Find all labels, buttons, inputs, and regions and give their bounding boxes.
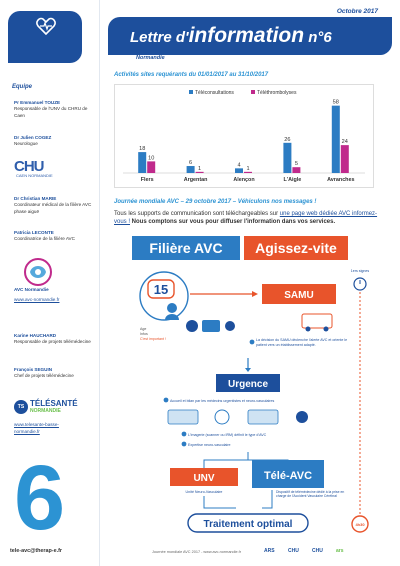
regulation-text: La décision du SAMU déclenche l'alerte AVC et oriente le patient vers un établissement adapté. <box>256 338 348 347</box>
person-role: Responsable de l'UNV du CHRU de Caen <box>14 106 88 118</box>
samu-label: SAMU <box>284 290 314 301</box>
bar <box>332 106 340 173</box>
irm-icon <box>248 410 278 424</box>
chu-logo-sub: CAEN NORMANDIE <box>16 173 53 178</box>
age-line-0: Age <box>140 327 147 331</box>
neurologist-icon <box>296 411 308 423</box>
person-name: Dr Julien COGEZ <box>14 135 52 140</box>
telesante-text: TÉLÉSANTÉ <box>30 399 78 408</box>
person-role: Chef de projets télémédecine <box>14 373 74 379</box>
teleavc-note: Dispositif de télémédecine dédié à la prise en charge de l'Accident Vasculaire Cérébral <box>276 490 345 499</box>
legend-label: Téléthrombolyses <box>257 90 297 96</box>
telesante-link-line1[interactable]: www.telesante-basse- <box>14 422 59 427</box>
bar-value-label: 6 <box>189 160 193 167</box>
arrow-down-icon <box>245 368 251 372</box>
person-marie <box>14 196 94 215</box>
telesante-link-line2[interactable]: normandie.fr <box>14 428 40 434</box>
person-touze <box>14 100 94 119</box>
category-label: Flers <box>140 177 154 183</box>
chu-caen-logo <box>14 158 64 178</box>
region-label: Normandie <box>136 55 165 61</box>
person-seguin <box>14 367 94 380</box>
bar-value-label: 5 <box>294 161 298 168</box>
time-label: 4h30 <box>355 522 365 527</box>
age-line-1: Infos <box>140 332 148 336</box>
person-role: Coordinatrice de la filière AVC <box>14 236 75 242</box>
merge-left <box>204 496 236 508</box>
title-main: information <box>188 24 305 47</box>
legend-swatch <box>189 90 193 94</box>
expertise-note: Expertise neuro-vasculaire <box>188 443 231 447</box>
activity-chart-svg <box>115 85 373 187</box>
avc-normandie-link[interactable]: www.avc-normandie.fr <box>14 297 60 302</box>
person-role: Coordinateur médical de la filière AVC phase aiguë <box>14 202 92 214</box>
legend-label: Téléconsultations <box>195 90 234 96</box>
person-name: Patricia LECONTE <box>14 230 54 235</box>
teleavc-label: Télé-AVC <box>263 470 313 482</box>
step-bullet-icon <box>182 442 187 447</box>
step-bullet-icon <box>164 398 169 403</box>
bar <box>244 172 252 173</box>
person-role: Responsable de projets télémédecine <box>14 339 91 345</box>
branch-left <box>204 452 248 468</box>
first-signs-label: 1ers signes <box>350 269 370 273</box>
footer-logo-ars-2: ars <box>336 548 344 554</box>
person-role: Neurologue <box>14 141 38 147</box>
bar-value-label: 26 <box>284 136 291 143</box>
computer-icon <box>202 320 220 332</box>
legend-swatch <box>251 90 255 94</box>
person-cogez <box>14 135 94 148</box>
tele-avc-logo <box>8 11 82 63</box>
scanner-icon <box>168 410 198 424</box>
chu-logo-text: CHU <box>14 158 44 175</box>
bar <box>341 145 349 173</box>
sidebar <box>0 0 100 566</box>
urgence-note: Accueil et bilan par les médecins urgentistes et neuro-vasculaires <box>170 399 275 403</box>
contact-email[interactable]: tele-avc@therap-e.fr <box>10 548 62 554</box>
unv-note: Unité Neuro-Vasculaire <box>185 490 223 494</box>
title-banner <box>108 17 392 55</box>
team-heading: Equipe <box>12 84 33 90</box>
person-name: Dr Christian MARIE <box>14 196 57 201</box>
ambulance-wheel <box>306 327 311 332</box>
filiere-avc-infographic <box>112 234 384 550</box>
footer-logo-ars: ARS <box>264 548 275 554</box>
news-title: Journée mondiale AVC – 29 octobre 2017 – Véhiculons nos messages ! <box>114 199 317 205</box>
news-bold-text: Nous comptons sur vous pour diffuser l'information dans vos services. <box>130 218 336 225</box>
infographic-svg <box>112 234 384 550</box>
heart-icon <box>36 17 56 35</box>
avc-normandie-logo <box>20 256 56 288</box>
person-leconte <box>14 230 98 243</box>
urgence-label: Urgence <box>227 379 269 390</box>
footer-logo-chu-1: CHU <box>288 548 299 554</box>
bar <box>187 166 195 173</box>
step-bullet-icon <box>182 432 187 437</box>
activity-chart <box>114 84 374 188</box>
footer-logo-chu-2: CHU <box>312 548 323 554</box>
bar <box>147 161 155 173</box>
chart-section-title: Activités sites requérants du 01/01/2017 au 31/10/2017 <box>114 72 269 78</box>
bar <box>196 172 204 173</box>
regulation-text-box <box>256 338 356 358</box>
teleavc-note-box <box>276 490 348 512</box>
footer-text: Journée mondiale AVC 2017 - www.avc-normandie.fr <box>152 550 241 554</box>
traitement-label: Traitement optimal <box>203 519 293 530</box>
age-line-2: C'est important ! <box>140 337 167 341</box>
bar-value-label: 1 <box>246 165 250 172</box>
bar <box>292 167 300 173</box>
page-title <box>130 24 332 48</box>
bar-value-label: 1 <box>198 165 202 172</box>
issue-date: Octobre 2017 <box>336 8 378 15</box>
telesante-logo <box>14 398 78 420</box>
ambulance-wheel <box>324 327 329 332</box>
telesante-link[interactable] <box>14 422 59 435</box>
bar-value-label: 10 <box>148 155 155 162</box>
bar <box>235 168 243 173</box>
operator-icon <box>225 321 235 331</box>
brain-scan-icon <box>215 410 229 424</box>
arrow-head-icon <box>252 291 258 297</box>
category-label: Avranches <box>327 177 355 183</box>
category-label: L'Aigle <box>283 177 302 183</box>
emergency-number: 15 <box>153 282 169 297</box>
ambulance-icon <box>302 314 332 328</box>
footer <box>132 548 392 560</box>
news-paragraph <box>114 211 382 226</box>
person-name: Pr Emmanuel TOUZE <box>14 100 61 105</box>
caller-icon <box>167 303 177 313</box>
news-text: Tous les supports de communication sont téléchargeables sur <box>114 211 280 217</box>
person-name: François SEGUIN <box>14 367 53 372</box>
category-label: Argentan <box>183 177 208 183</box>
issue-number: 6 <box>14 447 66 549</box>
news-link[interactable]: une page web dédiée AVC informez-vous ! <box>114 211 378 225</box>
title-prefix: Lettre d' <box>130 29 189 46</box>
category-label: Alençon <box>233 177 255 183</box>
title-suffix: n°6 <box>304 29 332 46</box>
bar <box>138 152 146 173</box>
bar-value-label: 58 <box>332 99 339 106</box>
merge-right <box>262 490 272 508</box>
telesante-mark-icon: TS <box>14 400 28 414</box>
bar-value-label: 4 <box>237 162 241 169</box>
agissez-label: Agissez-vite <box>255 240 337 256</box>
unv-label: UNV <box>193 473 215 484</box>
step-bullet-icon <box>250 340 255 345</box>
bar-value-label: 24 <box>341 139 348 146</box>
avc-normandie-name: AVC Normandie <box>14 287 49 292</box>
imagerie-note: L'imagerie (scanner ou IRM) définit le type d'AVC <box>188 433 267 437</box>
person-name: Karine HAUCHARD <box>14 333 57 338</box>
filiere-label: Filière AVC <box>149 240 223 256</box>
person-hauchard <box>14 333 94 346</box>
doctor-icon <box>186 320 198 332</box>
bar <box>283 143 291 173</box>
bar-value-label: 18 <box>139 146 146 153</box>
telesante-sub: NORMANDIE <box>30 408 61 414</box>
